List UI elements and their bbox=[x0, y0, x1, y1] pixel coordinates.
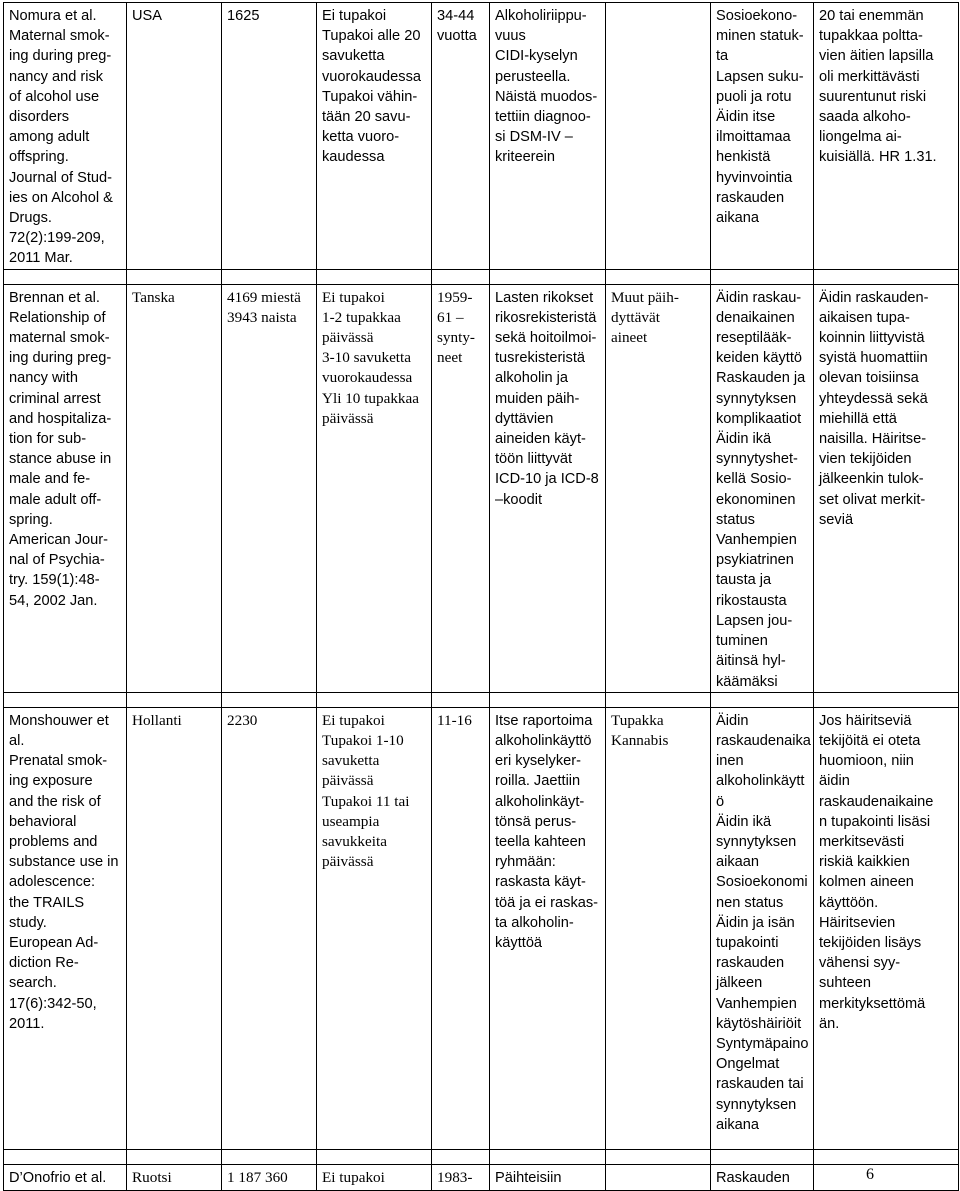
reference-cell bbox=[4, 707, 127, 1149]
cell-line: 3-10 savuketta bbox=[322, 349, 411, 367]
cell-line: savukkeita bbox=[322, 832, 387, 850]
gap-cell bbox=[4, 1149, 127, 1164]
gap-cell bbox=[432, 1149, 490, 1164]
confounders-cell bbox=[711, 284, 814, 692]
cell-line: Brennan et al. bbox=[9, 289, 100, 306]
cell-line: ekonominen bbox=[716, 491, 796, 508]
cell-line: problems and bbox=[9, 833, 98, 850]
cell-line: vuotta bbox=[437, 28, 477, 45]
cell-line: synnytyksen bbox=[716, 833, 797, 850]
cell-line: vähensi syy- bbox=[819, 955, 901, 972]
gap-cell bbox=[4, 269, 127, 284]
cell-line: 2011. bbox=[9, 1015, 45, 1032]
gap-cell bbox=[222, 692, 317, 707]
cell-line: search. bbox=[9, 975, 57, 992]
cell-line: USA bbox=[132, 8, 163, 24]
gap-cell bbox=[432, 692, 490, 707]
cell-line: psykiatrinen bbox=[716, 552, 794, 569]
gap-cell bbox=[711, 1149, 814, 1164]
cell-line: merkitsevästi bbox=[819, 833, 905, 850]
gap-cell bbox=[222, 269, 317, 284]
cell-line: sekä hoitoilmoi- bbox=[495, 330, 597, 347]
cell-line: offspring. bbox=[9, 149, 69, 166]
cell-line: hyvinvointia bbox=[716, 169, 793, 186]
table-row bbox=[4, 1164, 959, 1190]
age-cell bbox=[432, 284, 490, 692]
cell-line: Äidin bbox=[716, 712, 749, 729]
cell-line: Ei tupakoi bbox=[322, 8, 387, 24]
gap-cell bbox=[606, 269, 711, 284]
cell-line: puoli ja rotu bbox=[716, 88, 792, 105]
exposure-cell bbox=[317, 707, 432, 1149]
cell-line: Sosioekono- bbox=[716, 8, 798, 24]
cell-line: 72(2):199-209, bbox=[9, 230, 105, 247]
result-cell bbox=[814, 707, 959, 1149]
cell-line: nancy with bbox=[9, 370, 78, 387]
cell-line: aineet bbox=[611, 329, 648, 347]
other-exposure-cell bbox=[606, 707, 711, 1149]
cell-line: ö bbox=[716, 793, 725, 810]
cell-line: tupakointi bbox=[716, 934, 779, 951]
country-cell bbox=[127, 3, 222, 270]
row-gap bbox=[4, 269, 959, 284]
cell-line: ta alkoholin- bbox=[495, 914, 574, 931]
cell-line: kolmen aineen bbox=[819, 874, 914, 891]
sample-size-cell bbox=[222, 707, 317, 1149]
cell-line: dyttävät bbox=[611, 308, 660, 326]
cell-line: Näistä muodos- bbox=[495, 88, 598, 105]
cell-line: Äidin ikä bbox=[716, 431, 772, 448]
cell-line: koinnin liittyvistä bbox=[819, 330, 925, 347]
cell-line: kaudessa bbox=[322, 149, 385, 166]
cell-line: merkityksettömä bbox=[819, 995, 926, 1012]
cell-line: male adult off- bbox=[9, 491, 102, 508]
cell-line: stance abuse in bbox=[9, 451, 112, 468]
cell-line: Ei tupakoi bbox=[322, 1168, 385, 1186]
cell-line: study. bbox=[9, 914, 47, 931]
gap-cell bbox=[711, 269, 814, 284]
cell-line: alkoholinkäytt bbox=[716, 773, 805, 790]
cell-line: 2011 Mar. bbox=[9, 250, 73, 267]
cell-line: nancy and risk bbox=[9, 68, 104, 85]
cell-line: roilla. Jaettiin bbox=[495, 773, 581, 790]
other-exposure-cell bbox=[606, 1164, 711, 1190]
reference-cell bbox=[4, 284, 127, 692]
cell-line: inen bbox=[716, 753, 744, 770]
cell-line: keiden käyttö bbox=[716, 350, 802, 367]
cell-line: savuketta bbox=[322, 48, 385, 65]
cell-line: ing during preg- bbox=[9, 350, 112, 367]
gap-cell bbox=[317, 692, 432, 707]
cell-line: neet bbox=[437, 349, 463, 367]
gap-cell bbox=[606, 692, 711, 707]
cell-line: tönsä perus- bbox=[495, 813, 577, 830]
confounders-cell bbox=[711, 1164, 814, 1190]
other-exposure-cell bbox=[606, 3, 711, 270]
cell-line: and the risk of bbox=[9, 793, 101, 810]
gap-cell bbox=[317, 1149, 432, 1164]
cell-line: ing exposure bbox=[9, 773, 93, 790]
cell-line: ilmoittamaa bbox=[716, 129, 791, 146]
sample-size-cell bbox=[222, 1164, 317, 1190]
cell-line: Prenatal smok- bbox=[9, 753, 108, 770]
reference-cell bbox=[4, 3, 127, 270]
cell-line: Äidin ja isän bbox=[716, 914, 795, 931]
cell-line: syistä huomattiin bbox=[819, 350, 928, 367]
cell-line: Monshouwer et bbox=[9, 712, 109, 729]
cell-line: Tupakoi 1-10 bbox=[322, 731, 404, 749]
cell-line: Syntymäpaino bbox=[716, 1035, 809, 1052]
cell-line: 1625 bbox=[227, 8, 260, 24]
cell-line: käämäksi bbox=[716, 673, 778, 690]
cell-line: si DSM-IV – bbox=[495, 129, 573, 146]
cell-line: vien tekijöiden bbox=[819, 451, 912, 468]
result-cell bbox=[814, 284, 959, 692]
cell-line: reseptilääk- bbox=[716, 330, 792, 347]
cell-line: yhteydessä sekä bbox=[819, 390, 928, 407]
result-cell bbox=[814, 3, 959, 270]
cell-line: alkoholin ja bbox=[495, 370, 569, 387]
cell-line: Raskauden bbox=[716, 1169, 790, 1186]
country-cell bbox=[127, 707, 222, 1149]
cell-line: raskaudenaika bbox=[716, 732, 811, 749]
cell-line: alkoholinkäyt- bbox=[495, 793, 585, 810]
cell-line: nal of Psychia- bbox=[9, 552, 105, 569]
cell-line: tupakkaa poltta- bbox=[819, 28, 923, 45]
cell-line: raskaudenaikaine bbox=[819, 793, 934, 810]
cell-line: Lasten rikokset bbox=[495, 289, 594, 306]
cell-line: raskauden tai bbox=[716, 1076, 804, 1093]
studies-table bbox=[3, 2, 959, 1191]
cell-line: käyttöön. bbox=[819, 894, 879, 911]
cell-line: Journal of Stud- bbox=[9, 169, 113, 186]
reference-cell bbox=[4, 1164, 127, 1190]
cell-line: Alkoholiriippu- bbox=[495, 8, 587, 24]
cell-line: aikana bbox=[716, 1116, 760, 1133]
outcome-cell bbox=[490, 1164, 606, 1190]
confounders-cell bbox=[711, 3, 814, 270]
cell-line: kellä Sosio- bbox=[716, 471, 792, 488]
cell-line: 4169 miestä bbox=[227, 288, 301, 306]
cell-line: jälkeen bbox=[716, 975, 763, 992]
country-cell bbox=[127, 284, 222, 692]
cell-line: diction Re- bbox=[9, 955, 79, 972]
cell-line: alkoholinkäyttö bbox=[495, 732, 592, 749]
cell-line: ies on Alcohol & bbox=[9, 189, 113, 206]
cell-line: 11-16 bbox=[437, 711, 472, 729]
cell-line: Häiritsevien bbox=[819, 914, 896, 931]
cell-line: ketta vuoro- bbox=[322, 129, 400, 146]
cell-line: synnytyksen bbox=[716, 390, 797, 407]
cell-line: Ongelmat bbox=[716, 1056, 780, 1073]
cell-line: Yli 10 tupakkaa bbox=[322, 389, 420, 407]
cell-line: ryhmään: bbox=[495, 854, 556, 871]
cell-line: status bbox=[716, 511, 755, 528]
gap-cell bbox=[4, 692, 127, 707]
exposure-cell bbox=[317, 3, 432, 270]
table-row bbox=[4, 284, 959, 692]
country-cell bbox=[127, 1164, 222, 1190]
cell-line: al. bbox=[9, 732, 25, 749]
cell-line: set olivat merkit- bbox=[819, 491, 926, 508]
cell-line: useampia bbox=[322, 812, 380, 830]
cell-line: spring. bbox=[9, 511, 53, 528]
cell-line: 54, 2002 Jan. bbox=[9, 592, 98, 609]
cell-line: of alcohol use bbox=[9, 88, 100, 105]
cell-line: among adult bbox=[9, 129, 90, 146]
cell-line: rikosrekisteristä bbox=[495, 309, 597, 326]
cell-line: 1959- bbox=[437, 288, 473, 306]
cell-line: töä ja ei raskas- bbox=[495, 894, 599, 911]
cell-line: Muut päih- bbox=[611, 288, 679, 306]
cell-line: American Jour- bbox=[9, 532, 108, 549]
cell-line: ing during preg- bbox=[9, 48, 112, 65]
cell-line: äitinsä hyl- bbox=[716, 653, 786, 670]
cell-line: komplikaatiot bbox=[716, 410, 802, 427]
cell-line: Hollanti bbox=[132, 711, 182, 729]
gap-cell bbox=[127, 1149, 222, 1164]
cell-line: aikaisen tupa- bbox=[819, 309, 910, 326]
cell-line: Drugs. bbox=[9, 210, 52, 227]
cell-line: n tupakointi lisäsi bbox=[819, 813, 931, 830]
cell-line: and hospitaliza- bbox=[9, 410, 112, 427]
cell-line: henkistä bbox=[716, 149, 771, 166]
cell-line: try. 159(1):48- bbox=[9, 572, 100, 589]
cell-line: jälkeenkin tulok- bbox=[819, 471, 924, 488]
cell-line: riskiä kaikkien bbox=[819, 854, 910, 871]
outcome-cell bbox=[490, 284, 606, 692]
cell-line: olevan toisiinsa bbox=[819, 370, 919, 387]
cell-line: oli merkittävästi bbox=[819, 68, 920, 85]
cell-line: päivässä bbox=[322, 409, 374, 427]
cell-line: aikana bbox=[716, 210, 760, 227]
cell-line: 17(6):342-50, bbox=[9, 995, 97, 1012]
cell-line: nen status bbox=[716, 894, 784, 911]
cell-line: vuorokaudessa bbox=[322, 68, 421, 85]
exposure-cell bbox=[317, 1164, 432, 1190]
cell-line: eri kyselyker- bbox=[495, 753, 581, 770]
cell-line: tuminen bbox=[716, 633, 768, 650]
cell-line: Lapsen jou- bbox=[716, 612, 793, 629]
sample-size-cell bbox=[222, 284, 317, 692]
cell-line: 61 – bbox=[437, 308, 464, 326]
cell-line: CIDI-kyselyn bbox=[495, 48, 578, 65]
cell-line: adolescence: bbox=[9, 874, 96, 891]
cell-line: male and fe- bbox=[9, 471, 91, 488]
gap-cell bbox=[432, 269, 490, 284]
cell-line: päivässä bbox=[322, 772, 374, 790]
cell-line: suurentunut riski bbox=[819, 88, 927, 105]
cell-line: Jos häiritseviä bbox=[819, 712, 912, 729]
cell-line: Kannabis bbox=[611, 731, 669, 749]
cell-line: tion for sub- bbox=[9, 431, 87, 448]
sample-size-cell bbox=[222, 3, 317, 270]
cell-line: päivässä bbox=[322, 329, 374, 347]
cell-line: disorders bbox=[9, 109, 70, 126]
cell-line: rikostausta bbox=[716, 592, 787, 609]
cell-line: äidin bbox=[819, 773, 850, 790]
page-number: 6 bbox=[866, 1166, 874, 1183]
row-gap bbox=[4, 1149, 959, 1164]
cell-line: naisilla. Häiritse- bbox=[819, 431, 927, 448]
cell-line: perusteella. bbox=[495, 68, 571, 85]
cell-line: 1983- bbox=[437, 1168, 473, 1186]
cell-line: seviä bbox=[819, 511, 854, 528]
cell-line: Vanhempien bbox=[716, 532, 797, 549]
cell-line: tettiin diagnoo- bbox=[495, 109, 591, 126]
cell-line: töön liittyvät bbox=[495, 451, 573, 468]
gap-cell bbox=[127, 692, 222, 707]
gap-cell bbox=[490, 692, 606, 707]
cell-line: vuorokaudessa bbox=[322, 369, 413, 387]
cell-line: ta bbox=[716, 48, 729, 65]
cell-line: Vanhempien bbox=[716, 995, 797, 1012]
cell-line: –koodit bbox=[495, 491, 543, 508]
cell-line: aikaan bbox=[716, 854, 760, 871]
gap-cell bbox=[606, 1149, 711, 1164]
cell-line: criminal arrest bbox=[9, 390, 101, 407]
cell-line: behavioral bbox=[9, 813, 77, 830]
cell-line: Äidin itse bbox=[716, 109, 776, 126]
cell-line: huomioon, niin bbox=[819, 753, 914, 770]
other-exposure-cell bbox=[606, 284, 711, 692]
outcome-cell bbox=[490, 707, 606, 1149]
cell-line: Tanska bbox=[132, 288, 175, 306]
age-cell bbox=[432, 707, 490, 1149]
cell-line: tusrekisteristä bbox=[495, 350, 586, 367]
cell-line: 1 187 360 bbox=[227, 1168, 288, 1186]
cell-line: Äidin ikä bbox=[716, 813, 772, 830]
cell-line: tekijöitä ei oteta bbox=[819, 732, 921, 749]
outcome-cell bbox=[490, 3, 606, 270]
cell-line: än. bbox=[819, 1015, 840, 1032]
cell-line: vien äitien lapsilla bbox=[819, 48, 934, 65]
cell-line: tekijöiden lisäys bbox=[819, 934, 922, 951]
cell-line: dyttävien bbox=[495, 410, 554, 427]
cell-line: teella kahteen bbox=[495, 833, 586, 850]
gap-cell bbox=[317, 269, 432, 284]
cell-line: vuus bbox=[495, 28, 526, 45]
cell-line: substance use in bbox=[9, 854, 119, 871]
cell-line: raskasta käyt- bbox=[495, 874, 586, 891]
cell-line: Tupakoi 11 tai bbox=[322, 792, 410, 810]
gap-cell bbox=[490, 269, 606, 284]
gap-cell bbox=[814, 269, 959, 284]
gap-cell bbox=[490, 1149, 606, 1164]
table-row bbox=[4, 707, 959, 1149]
cell-line: Ruotsi bbox=[132, 1168, 172, 1186]
table-row bbox=[4, 3, 959, 270]
cell-line: Itse raportoima bbox=[495, 712, 593, 729]
cell-line: Päihteisiin bbox=[495, 1169, 562, 1186]
cell-line: Tupakka bbox=[611, 711, 664, 729]
cell-line: saada alkoho- bbox=[819, 109, 911, 126]
gap-cell bbox=[127, 269, 222, 284]
row-gap bbox=[4, 692, 959, 707]
cell-line: tään 20 savu- bbox=[322, 109, 411, 126]
cell-line: käyttöä bbox=[495, 934, 543, 951]
cell-line: kuisiällä. HR 1.31. bbox=[819, 149, 937, 166]
cell-line: synnytyksen bbox=[716, 1096, 797, 1113]
cell-line: 1-2 tupakkaa bbox=[322, 308, 401, 326]
cell-line: päivässä bbox=[322, 853, 374, 871]
cell-line: muiden päih- bbox=[495, 390, 580, 407]
age-cell bbox=[432, 3, 490, 270]
cell-line: D’Onofrio et al. bbox=[9, 1169, 107, 1186]
age-cell bbox=[432, 1164, 490, 1190]
gap-cell bbox=[222, 1149, 317, 1164]
gap-cell bbox=[711, 692, 814, 707]
cell-line: aineiden käyt- bbox=[495, 431, 586, 448]
cell-line: Lapsen suku- bbox=[716, 68, 804, 85]
cell-line: 20 tai enemmän bbox=[819, 8, 924, 24]
cell-line: tausta ja bbox=[716, 572, 772, 589]
cell-line: Tupakoi vähin- bbox=[322, 88, 418, 105]
cell-line: 2230 bbox=[227, 711, 258, 729]
cell-line: raskauden bbox=[716, 955, 785, 972]
cell-line: 34-44 bbox=[437, 8, 475, 24]
cell-line: Ei tupakoi bbox=[322, 288, 385, 306]
cell-line: 3943 naista bbox=[227, 308, 297, 326]
confounders-cell bbox=[711, 707, 814, 1149]
cell-line: savuketta bbox=[322, 752, 380, 770]
cell-line: Sosioekonomi bbox=[716, 874, 808, 891]
cell-line: maternal smok- bbox=[9, 330, 110, 347]
cell-line: kriteerein bbox=[495, 149, 556, 166]
cell-line: liongelma ai- bbox=[819, 129, 902, 146]
cell-line: käytöshäiriöit bbox=[716, 1015, 802, 1032]
cell-line: minen statuk- bbox=[716, 28, 804, 45]
cell-line: synnytyshet- bbox=[716, 451, 798, 468]
cell-line: denaikainen bbox=[716, 309, 795, 326]
result-cell bbox=[814, 1164, 959, 1190]
cell-line: Äidin raskau- bbox=[716, 289, 802, 306]
cell-line: Relationship of bbox=[9, 309, 106, 326]
cell-line: Tupakoi alle 20 bbox=[322, 28, 421, 45]
cell-line: the TRAILS bbox=[9, 894, 85, 911]
cell-line: Nomura et al. bbox=[9, 8, 97, 24]
cell-line: suhteen bbox=[819, 975, 871, 992]
cell-line: miehillä että bbox=[819, 410, 897, 427]
cell-line: synty- bbox=[437, 329, 475, 347]
exposure-cell bbox=[317, 284, 432, 692]
cell-line: Raskauden ja bbox=[716, 370, 806, 387]
cell-line: Maternal smok- bbox=[9, 28, 110, 45]
gap-cell bbox=[814, 692, 959, 707]
cell-line: raskauden bbox=[716, 189, 785, 206]
cell-line: European Ad- bbox=[9, 934, 99, 951]
cell-line: Äidin raskauden- bbox=[819, 289, 929, 306]
cell-line: ICD-10 ja ICD-8 bbox=[495, 471, 599, 488]
gap-cell bbox=[814, 1149, 959, 1164]
cell-line: Ei tupakoi bbox=[322, 711, 385, 729]
